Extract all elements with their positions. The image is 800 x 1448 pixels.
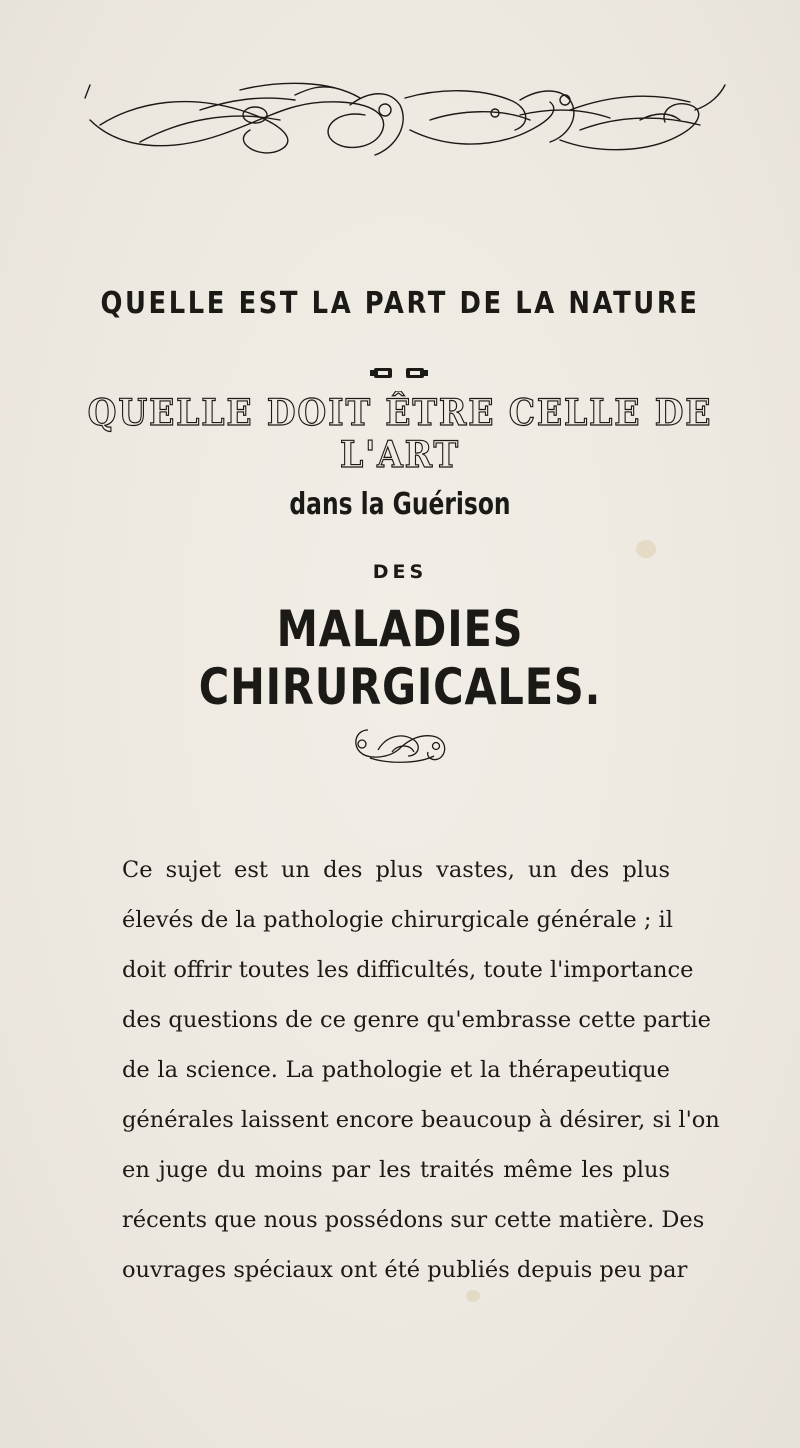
body-line-4: des questions de ce genre qu'embrasse cette partie xyxy=(122,1007,711,1033)
body-line-2: élevés de la pathologie chirurgicale générale ; il xyxy=(122,907,673,933)
title-line-1: QUELLE EST LA PART DE LA NATURE xyxy=(100,286,700,321)
body-line-6: générales laissent encore beaucoup à désirer, si l'on xyxy=(122,1107,720,1133)
title-line-3: dans la Guérison xyxy=(289,487,511,522)
body-line-1: Ce sujet est un des plus vastes, un des plus xyxy=(122,857,670,883)
title-line-2: QUELLE DOIT ÊTRE CELLE DE L'ART xyxy=(87,392,713,476)
calligraphic-flourish-icon xyxy=(80,80,730,175)
body-line-3: doit offrir toutes les difficultés, toute l'importance xyxy=(122,957,694,983)
title-line-5: MALADIES CHIRURGICALES. xyxy=(198,600,602,716)
paper-stain xyxy=(466,1290,480,1302)
body-line-5: de la science. La pathologie et la thérapeutique xyxy=(122,1057,670,1083)
small-flourish-icon xyxy=(348,722,454,766)
body-line-7: en juge du moins par les traités même les plus xyxy=(122,1157,670,1183)
body-line-9: ouvrages spéciaux ont été publiés depuis peu par xyxy=(122,1257,688,1283)
title-line-4: DES xyxy=(372,561,428,583)
paper-stain xyxy=(636,540,656,558)
pointing-hands-icon xyxy=(360,360,440,386)
body-line-8: récents que nous possédons sur cette matière. Des xyxy=(122,1207,705,1233)
